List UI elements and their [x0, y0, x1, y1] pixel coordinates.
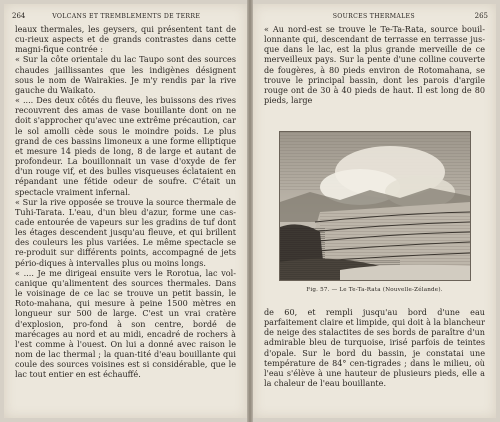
figure-caption: Fig. 57. — Le Te-Ta-Rata (Nouvelle-Zélande).	[306, 287, 443, 293]
right-page	[253, 4, 496, 418]
right-page-number: 265	[474, 12, 488, 20]
right-running-head	[261, 12, 488, 20]
engraving-illustration	[280, 132, 470, 280]
paragraph: « Sur la côte orientale du lac Taupo sont des sources chaudes jaillissantes que les indigènes désignent sous le nom de Wairakies. Je m'y rendis par la rive gauche du Waikato.	[15, 54, 236, 95]
right-body-text-bottom	[264, 307, 485, 388]
left-running-head	[12, 12, 239, 20]
paragraph: « .... Des deux côtés du fleuve, les buissons des rives recouvrent des amas de vase bouillante dont on ne doit s'approcher qu'avec une extrême précaution, car le sol amolli cède sous le moindre poids. Le plus grand de ces bassins limoneux a une forme elliptique et mesure 14 pieds de long, 8 de large et autant de profondeur. La bouillonnait un vase d'oxyde de fer d'un rouge vif, et des bulles visqueuses éclataient en répandant une fétide odeur de soufre. C'était un spectacle vraiment infernal.	[15, 95, 236, 197]
left-page-number: 264	[12, 12, 26, 20]
left-running-title: VOLCANS ET TREMBLEMENTS DE TERRE	[52, 13, 201, 20]
paragraph: « .... Je me dirigeai ensuite vers le Rorotua, lac vol-canique qu'alimentent des sources thermales. Dans le voisinage de ce lac se trouve un petit bassin, le Roto-mahana, qui mesure à peine 1500 mètres en longueur sur 500 de large. C'est un vrai cratère d'explosion, pro-fond à son centre, bordé de marécages au nord et au midi, encadré de rochers à l'est comme à l'ouest. On lui a donné avec raison le nom de lac thermal ; la quan-tité d'eau bouillante qui coule des sources voisines est si considérable, que le lac tout entier en est échauffé.	[15, 267, 236, 380]
engraving-figure	[279, 131, 471, 281]
paragraph: « Au nord-est se trouve le Te-Ta-Rata, source bouil-lonnante qui, descendant de terrasse en terrasse jus-que dans le lac, est la plus grande merveille de ce merveilleux pays. Sur la pente d'une colline couverte de fougères, à 80 pieds environ de Rotomahana, se trouve le principal bassin, dont les parois d'argile rouge ont de 30 à 40 pieds de haut. Il est long de 80 pieds, large	[264, 24, 485, 106]
left-body-text	[15, 24, 236, 379]
paragraph: « Sur la rive opposée se trouve la source thermale de Tuhi-Tarata. L'eau, d'un bleu d'azur, forme une cas-cade entourée de vapeurs sur les gradins de tuf dont les étages descendent jusqu'au fleuve, et qui brillent des couleurs les plus variées. Le même spectacle se re-produit sur différents points, accompagné de jets pério-diques à intervalles plus ou moins longs.	[15, 196, 236, 268]
right-body-text-top	[264, 24, 485, 105]
paragraph: de 60, et rempli jusqu'au bord d'une eau parfaitement claire et limpide, qui doit à la blancheur de neige des stalactites de ses bords de paraître d'un admirable bleu de turquoise, irisé parfois de teintes d'opale. Sur le bord du bassin, je constatai une température de 84° cen-tigrades ; dans le milieu, où l'eau s'élève à une hauteur de plusieurs pieds, elle a la chaleur de l'eau bouillante.	[264, 307, 485, 389]
paragraph: leaux thermales, les geysers, qui présentent tant de cu-rieux aspects et de grands contrastes dans cette magni-fique contrée :	[15, 24, 236, 55]
right-running-title: SOURCES THERMALES	[332, 13, 415, 20]
left-page	[4, 4, 247, 418]
